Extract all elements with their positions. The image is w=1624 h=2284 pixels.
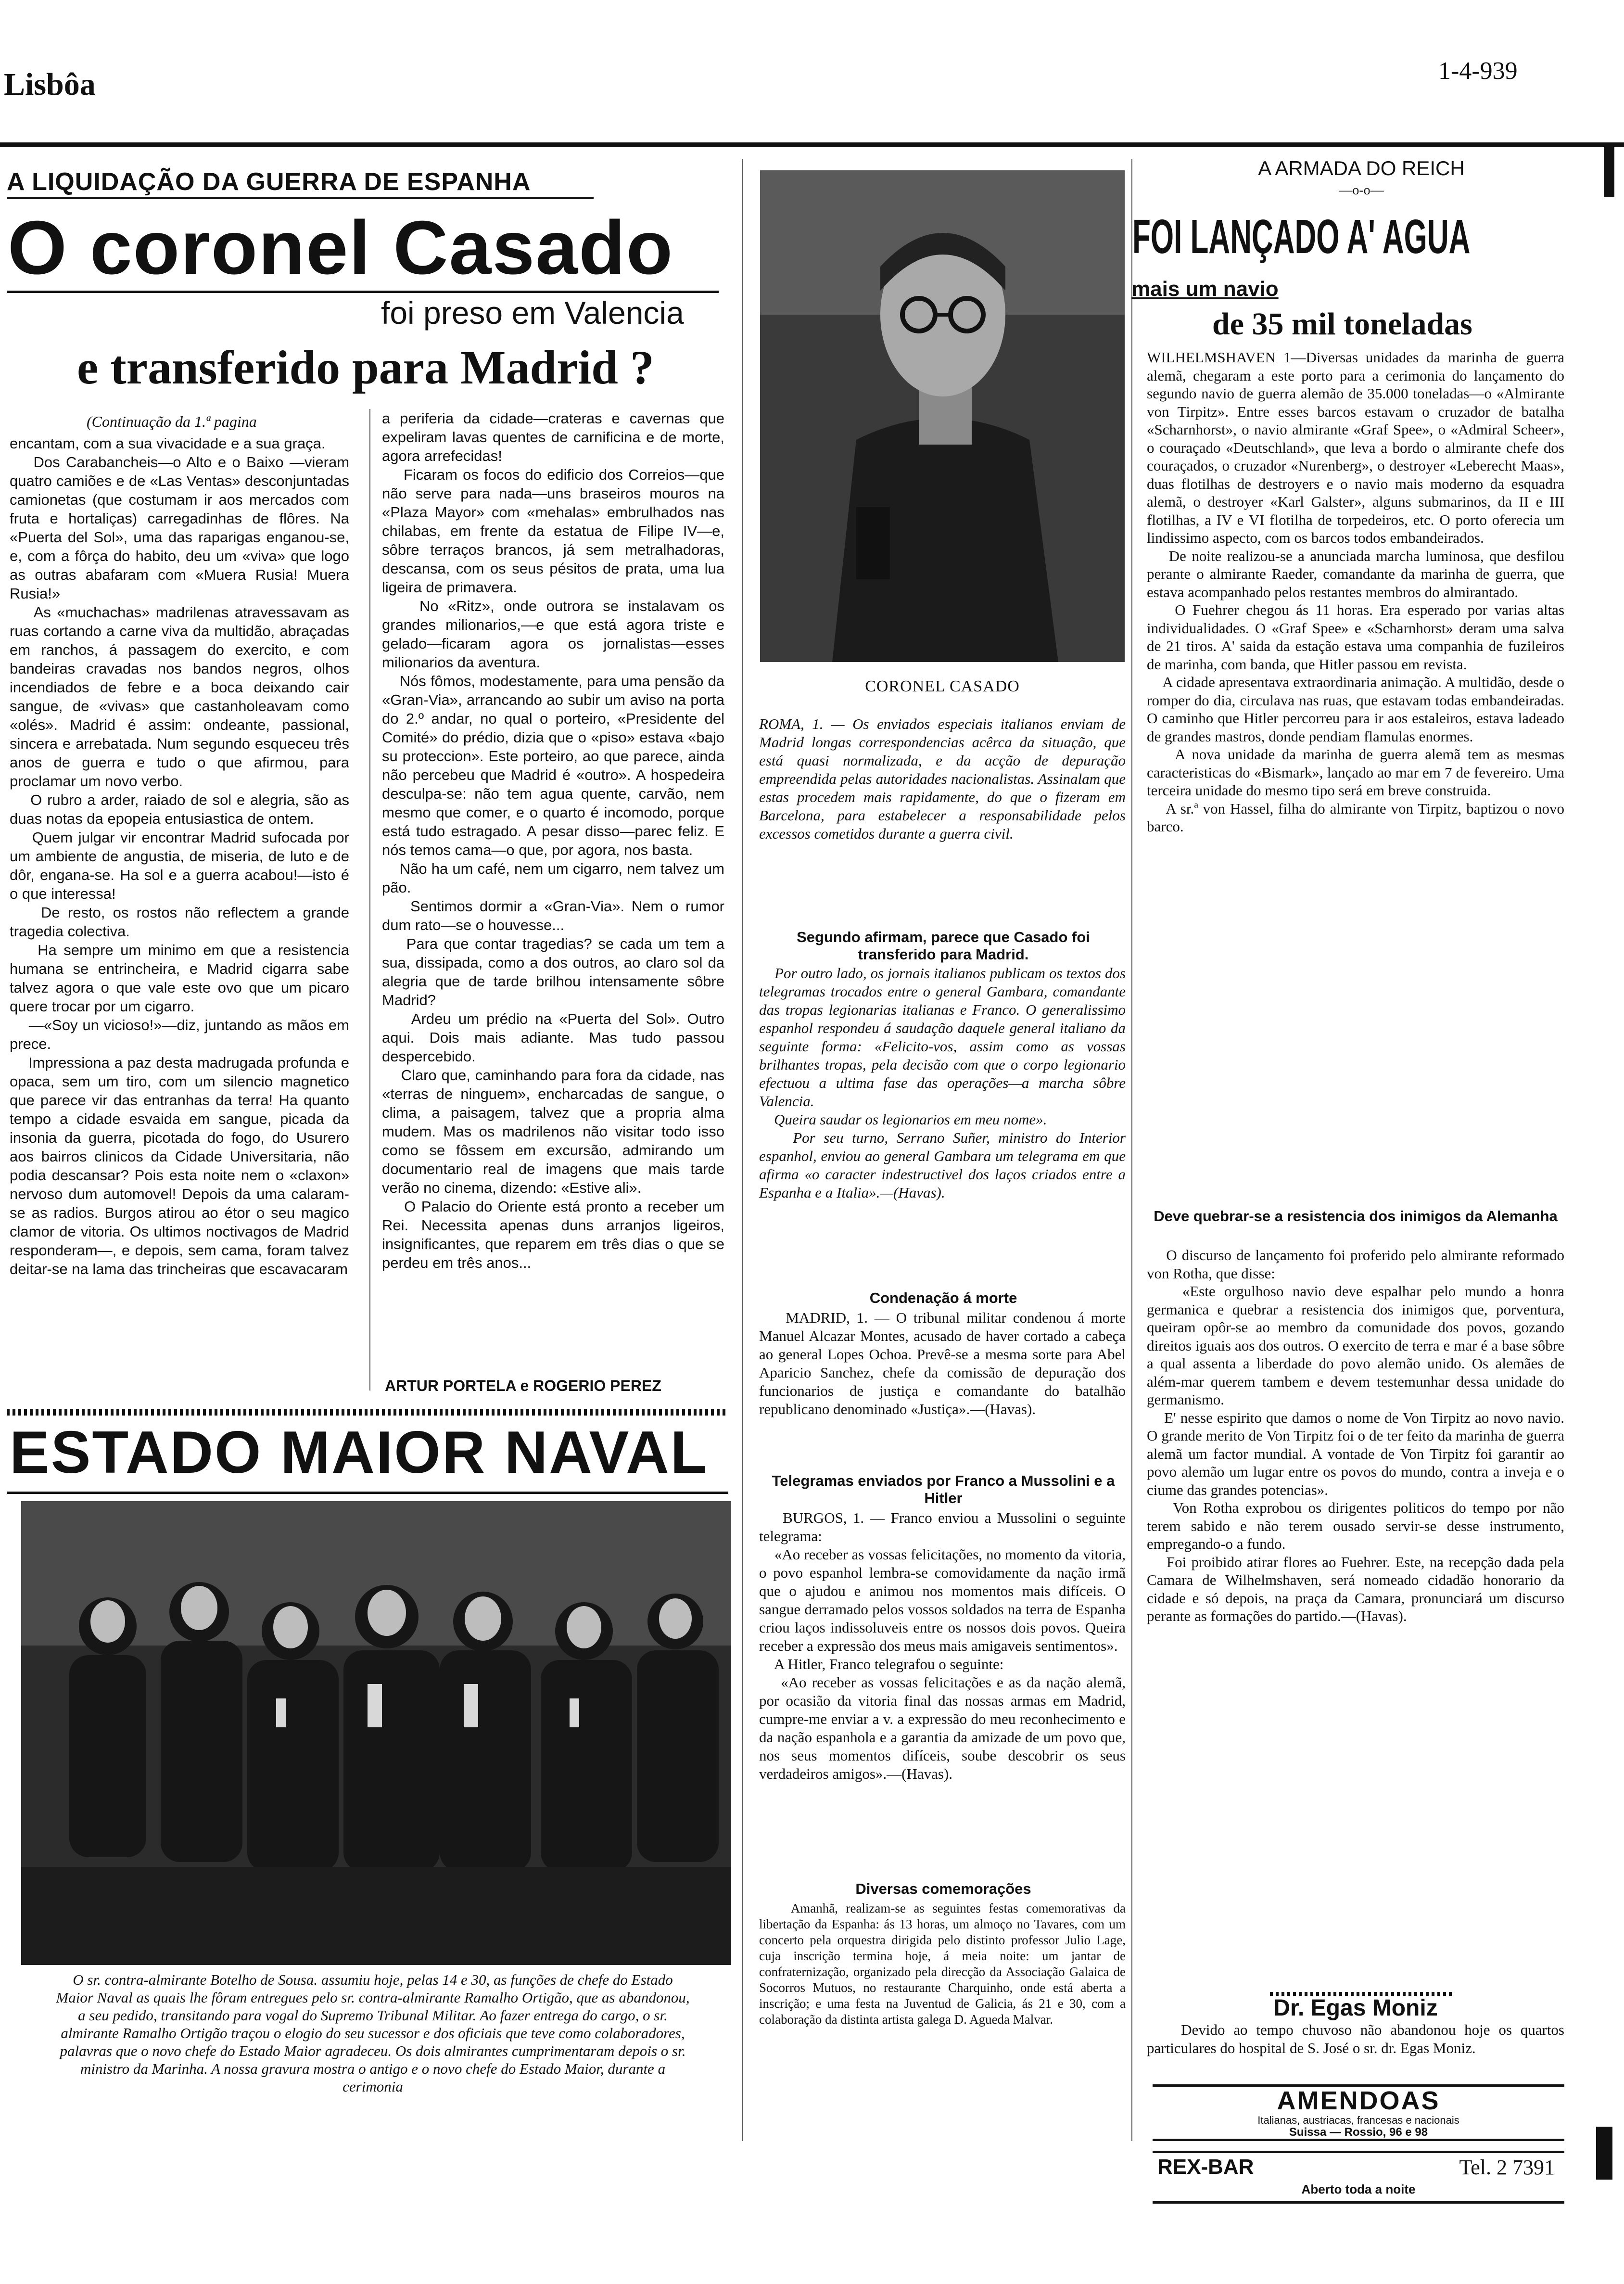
center-left-rule <box>742 159 743 2141</box>
amendoas-line1: Italianas, austriacas, francesas e nacionais <box>1257 2114 1459 2126</box>
left-column-divider <box>369 409 370 1391</box>
right-ornament: —o-o— <box>1339 183 1384 198</box>
telegramas-heading: Telegramas enviados por Franco a Mussolini e a Hitler <box>772 1472 1115 1506</box>
naval-headline: ESTADO MAIOR NAVAL <box>10 1419 709 1486</box>
naval-rule <box>7 1492 728 1494</box>
egas-text: Devido ao tempo chuvoso não abandonou hoje os quartos particulares do hospital de S. José o sr. dr. Egas Moniz. <box>1147 2021 1568 2056</box>
left-subhead2: e transferido para Madrid ? <box>77 341 654 394</box>
left-byline: ARTUR PORTELA e ROGERIO PEREZ <box>385 1377 661 1394</box>
right-subhead: mais um navio <box>1131 277 1279 301</box>
egas-heading: Dr. Egas Moniz <box>1273 1995 1438 2021</box>
segundo-text: Por outro lado, os jornais italianos publicam os textos dos telegramas trocados entre o general Gambara, comandante das tropas legionarias italianas e Franco. O generalissimo espanhol respondeu á saudação daquele general italiano da seguinte forma: «Felicito-vos, assim como as vossas brilhantes tropas, pela decisão com que o corpo legionario efectuou a ultima fase das operações—a marcha sôbre Valencia. Queira saudar os legionarios em meu nome». Por seu turno, Serrano Suñer, ministro do Interior espanhol, enviou ao general Gambara um telegrama em que afirma «o caracter indestructivel dos laços criados entre a Espanha e a Italia».—(Havas). <box>759 965 1126 1201</box>
roma-dispatch: ROMA, 1. — Os enviados especiais italianos enviam de Madrid longas correspondencias acêrca da situação, que está quasi normalizada, e da acção de depuração empreendida pelas autoridades nacionalistas. Assinalam que estas procedem mais rapidamente, do que o fizeram em Barcelona, para estabelecer a responsabilidade pelos excessos cometidos durante a guerra civil. <box>759 715 1129 842</box>
section-divider <box>7 1409 728 1416</box>
left-kicker: A LIQUIDAÇÃO DA GUERRA DE ESPANHA <box>7 168 531 196</box>
segundo-heading: Segundo afirmam, parece que Casado foi transferido para Madrid. <box>797 929 1090 963</box>
naval-caption: O sr. contra-almirante Botelho de Sousa. assumiu hoje, pelas 14 e 30, as funções de chefe do Estado Maior Naval as quais lhe fôram entregues pelo sr. contra-almirante Ramalho Ortigão, que as abandonou, a seu pedido, transitando para vogal do Supremo Tribunal Militar. Ao fazer entrega do cargo, o sr. almirante Ramalho Ortigão traçou o elogio do seu sucessor e dos oficiais que teve como colaboradores, palavras que o novo chefe do Estado Maior agradeceu. Os dois almirantes cumprimentaram depois o sr. ministro da Marinha. A nossa gravura mostra o antigo e o novo chefe do Estado Maior, durante a cerimonia <box>56 1971 694 2095</box>
comemoracoes-heading: Diversas comemorações <box>855 1880 1031 1897</box>
amendoas-line2: Suissa — Rossio, 96 e 98 <box>1289 2126 1428 2139</box>
left-column-1: encantam, com a sua vivacidade e a sua graça. Dos Carabancheis—o Alto e o Baixo —vieram quatro camiões e de «Las Ventas» desconjuntadas camionetas (que costumam ir aos mercados com fruta e hortaliças) carregadinhas de flôres. Na «Puerta del Sol», uma das raparigas enganou-se, e, com a fôrça do habito, deu um «viva» que logo as outras abafaram com «Muera Rusia! Muera Rusia!» As «muchachas» madrilenas atravessavam as ruas cortando a carne viva da multidão, abraçadas em ranchos, á passagem do exercito, e com bandeiras cravadas nos bandos negros, olhos incendiados de febre e a boca deixando cair sangue, de «vivas» que castanholeavam como «olés». Madrid é assim: ondeante, passional, sincera e arrebatada. Num segundo esqueceu três anos de guerra e tudo o que afirmou, para proclamar um novo verbo. O rubro a arder, raiado de sol e alegria, são as duas notas da epopeia entusiastica de ontem. Quem julgar vir encontrar Madrid sufocada por um ambiente de angustia, de miseria, de luto e de dôr, engana-se. Ha sol e a guerra acabou!—isto é o que interessa! De resto, os rostos não reflectem a grande tragedia colectiva. Ha sempre um minimo em que a resistencia humana se entrincheira, e Madrid cigarra sabe talvez agora o que vale este ovo que um picaro quere trocar por um cigarro. —«Soy un vicioso!»—diz, juntando as mãos em prece. Impressiona a paz desta madrugada profunda e opaca, sem um tiro, com um silencio magnetico que parece vir das entranhas da terra! Ha quanto tempo a cidade esvaida em sangue, picada da insonia da guerra, picotada do fogo, do Usurero aos bairros clinicos da Cidade Universitaria, não podia descansar? Pois esta noite nem o «claxon» nervoso dum automovel! Depois da uma calaram-se as radios. Burgos atirou ao étor o seu magico clamor de vitoria. Os ultimos noctivagos de Madrid responderam—, e depois, sem cama, foram talvez deitar-se na lama das trincheiras que escavacaram <box>10 435 350 1277</box>
left-subhead: foi preso em Valencia <box>381 295 684 331</box>
headline-underline <box>7 291 719 293</box>
group-photo-illustration <box>21 1501 731 1965</box>
coronel-casado-caption: CORONEL CASADO <box>865 677 1020 695</box>
naval-officers-photo <box>21 1501 731 1965</box>
deve-heading: Deve quebrar-se a resistencia dos inimigos da Alemanha <box>1154 1208 1558 1225</box>
deve-text: O discurso de lançamento foi proferido pelo almirante reformado von Rotha, que disse: «Este orgulhoso navio deve espalhar pelo mundo a honra germanica e quebrar a resistencia dos inimigos que, porventura, queiram opôr-se ao membro da comunidade dos povos, gozando direitos iguais aos dos outros. O exercito de terra e mar é a base sôbre a qual assenta a liberdade do povo alemão unido. Os alemães de além-mar querem tambem e devem testemunhar dessa unidade do germanismo. E' nesse espirito que damos o nome de Von Tirpitz ao novo navio. O grande merito de Von Tirpitz foi o de ter feito da marinha de guerra alemã um factor mundial. A vontade de Von Tirpitz foi garantir ao povo alemão um lugar entre os povos do mundo, contra a inveja e o ciume das grandes potencias». Von Rotha exprobou os dirigentes politicos do tempo por não terem sabido e não terem ousado servir-se desse instrumento, empregando-o a fundo. Foi proibido atirar flores ao Fuehrer. Este, na recepção dada pela Camara de Wilhelmshaven, será nomeado cidadão honorario da cidade e só depois, na praça da Camara, pronunciará um discurso perante as formações do partido.—(Havas). <box>1147 1247 1565 1624</box>
right-headline: FOI LANÇADO A' AGUA <box>1132 210 1471 264</box>
continuation-note: (Continuação da 1.ª pagina <box>87 413 257 430</box>
right-kicker: A ARMADA DO REICH <box>1258 157 1465 179</box>
kicker-underline <box>7 197 594 199</box>
amendoas-ad <box>1153 2084 1564 2141</box>
right-subhead2: de 35 mil toneladas <box>1212 306 1472 342</box>
telegramas-text: BURGOS, 1. — Franco enviou a Mussolini o seguinte telegrama: «Ao receber as vossas felicitações, no momento da vitoria, o povo espanhol lembra-se comovidamente da nação irmã que o ajudou e animou nos momentos mais difíceis. O sangue derramado pelos vossos soldados na terra de Espanha criou laços indissoluveis entre os nossos dois povos. Queira receber a expressão dos meus mais amigaveis sentimentos». A Hitler, Franco telegrafou o seguinte: «Ao receber as vossas felicitações e as da nação alemã, por ocasião da vitoria final das nossas armas em Madrid, cumpre-me enviar a v. a expressão do meu reconhecimento e da nação espanhola e a garantia da amizade de um povo que, nos seus momentos difíceis, soube descobrir os seus verdadeiros amigos».—(Havas). <box>759 1509 1126 1782</box>
center-right-rule <box>1131 159 1132 2141</box>
section-name: Lisbôa <box>4 67 96 102</box>
right-edge-mark-bottom <box>1596 2127 1612 2180</box>
coronel-casado-photo <box>760 170 1125 662</box>
left-headline: O coronel Casado <box>8 205 674 290</box>
right-body: WILHELMSHAVEN 1—Diversas unidades da marinha de guerra alemã, chegaram a este porto para a cerimonia do lançamento do segundo navio de guerra alemão de 35.000 toneladas—o «Almirante von Tirpitz». Entre esses barcos estavam o cruzador de batalha «Scharnhorst», o navio almirante «Graf Spee», o «Admiral Scheer», o couraçado «Deutschland», que leva a bordo o almirante chefe dos couraçados, o cruzador «Nurenberg», o destroyer «Leberecht Maas», duas flotilhas de destroyers e o navio mais moderno da esquadra alemã, o destroyer «Karl Galster», alguns submarinos, da II e III flotilhas, a IV e VI flotilha de torpedeiros, etc. O porto oferecia um lindissimo aspecto, com os barcos todos embandeirados. De noite realizou-se a anunciada marcha luminosa, que desfilou perante o almirante Raeder, comandante da marinha de guerra, que estava acompanhado pelos restantes membros do almirantado. O Fuehrer chegou ás 11 horas. Era esperado por varias altas individualidades. O «Graf Spee» e «Scharnhorst» deram uma salva de 21 tiros. A' saida da estação estava uma companhia de fuzileiros de marinha, com banda, que Hitler passou em revista. A cidade apresentava extraordinaria animação. A multidão, desde o romper do dia, circulava nas ruas, que estavam todas embandeiradas. O caminho que Hitler percorreu para ir aos estaleiros, estava ladeado de grandes mastros, donde pendiam flamulas enormes. A nova unidade da marinha de guerra alemã tem as mesmas caracteristicas do «Bismark», lançado ao mar em 7 de fevereiro. Uma terceira unidade do mesmo tipo será em breve construida. A sr.ª von Hassel, filha do almirante von Tirpitz, baptizou o novo barco. <box>1147 349 1565 835</box>
rex-bar-line: Aberto toda a noite <box>1301 2182 1416 2196</box>
portrait-illustration <box>760 170 1125 662</box>
left-column-2: a periferia da cidade—crateras e cavernas que expeliram lavas quentes de carnificina e de morte, agora arrefecidas! Ficaram os focos do edificio dos Correios—que não serve para nada—uns braseiros mouros na «Plaza Mayor» com «mehalas» embrulhados nas chilabas, em frente da estatua de Filipe IV—e, sôbre terraços brancos, já sem metralhadoras, descansa, com os seus pésitos de prata, uma lua ligeira de primavera. No «Ritz», onde outrora se instalavam os grandes milionarios,—e que está agora triste e gelado—ficaram agora os jornalistas—esses milionarios da aventura. Nós fômos, modestamente, para uma pensão da «Gran-Via», arrancando ao subir um aviso na porta do 2.º andar, no qual o porteiro, «Presidente del Comité» do prédio, dizia que o «piso» estava «bajo su proteccion». Este porteiro, ao que parece, ainda não percebeu que Madrid é «outro». A hospedeira desculpa-se: não tem agua quente, carvão, nem mesmo que comer, e o quarto é incomodo, porque está tudo estragado. A pesar disso—parec feliz. E nós temos cama—o que, por agora, nos basta. Não ha um café, nem um cigarro, nem talvez um pão. Sentimos dormir a «Gran-Via». Nem o rumor dum rato—se o houvesse... Para que contar tragedias? se cada um tem a sua, dissipada, como a dos outros, ao claro sol da alegria que de tarde brilhou intensamente sôbre Madrid? Ardeu um prédio na «Puerta del Sol». Outro aqui. Dois mais adiante. Mas tudo passou despercebido. Claro que, caminhando para fora da cidade, nas «terras de ninguem», encharcadas de sangue, o clima, a paisagem, talvez que a propria alma mudem. Mas os madrilenos não visitar todo isso como se fôssem em excursão, admirando um documentario real de imagens que mais tarde verão no cinema, dizendo: «Estive ali». O Palacio do Oriente está pronto a receber um Rei. Necessita apenas duns arranjos ligeiros, insignificantes, que reparem em três dias o que se perdeu em três anos... <box>382 410 725 1271</box>
header-rule <box>0 142 1624 147</box>
condenacao-heading: Condenação á morte <box>869 1289 1017 1306</box>
rex-bar-tel: Tel. 2 7391 <box>1459 2156 1555 2179</box>
amendoas-title: AMENDOAS <box>1277 2086 1440 2115</box>
condenacao-text: MADRID, 1. — O tribunal militar condenou á morte Manuel Alcazar Montes, acusado de haver cortado a cabeça ao general Lopes Ochoa. Prevê-se a mesma sorte para Abel Aparicio Sanchez, chefe da comissão de depuração dos funcionarios de justiça e comandante do batalhão republicano denominado «Justiça».—(Havas). <box>759 1309 1129 1417</box>
issue-date: 1-4-939 <box>1438 57 1518 85</box>
comemoracoes-text: Amanhã, realizam-se as seguintes festas comemorativas da libertação da Espanha: ás 13 horas, um almoço no Tavares, com um concerto pela orquestra dirigida pelo distinto professor Julio Lage, cuja inscrição termina hoje, á meia noite: um jantar de confraternização, organizado pela direcção da Associação Galaica de Socorros Mutuos, no restaurante Charquinho, onde está aberta a inscrição; e uma festa na Juventud de Galicia, ás 21 e 30, com a colaboração da distinta artista galega D. Agueda Malvar. <box>759 1901 1129 2027</box>
right-edge-mark-top <box>1604 144 1614 197</box>
rex-bar-ad <box>1153 2151 1564 2204</box>
rex-bar-title: REX-BAR <box>1157 2155 1254 2179</box>
